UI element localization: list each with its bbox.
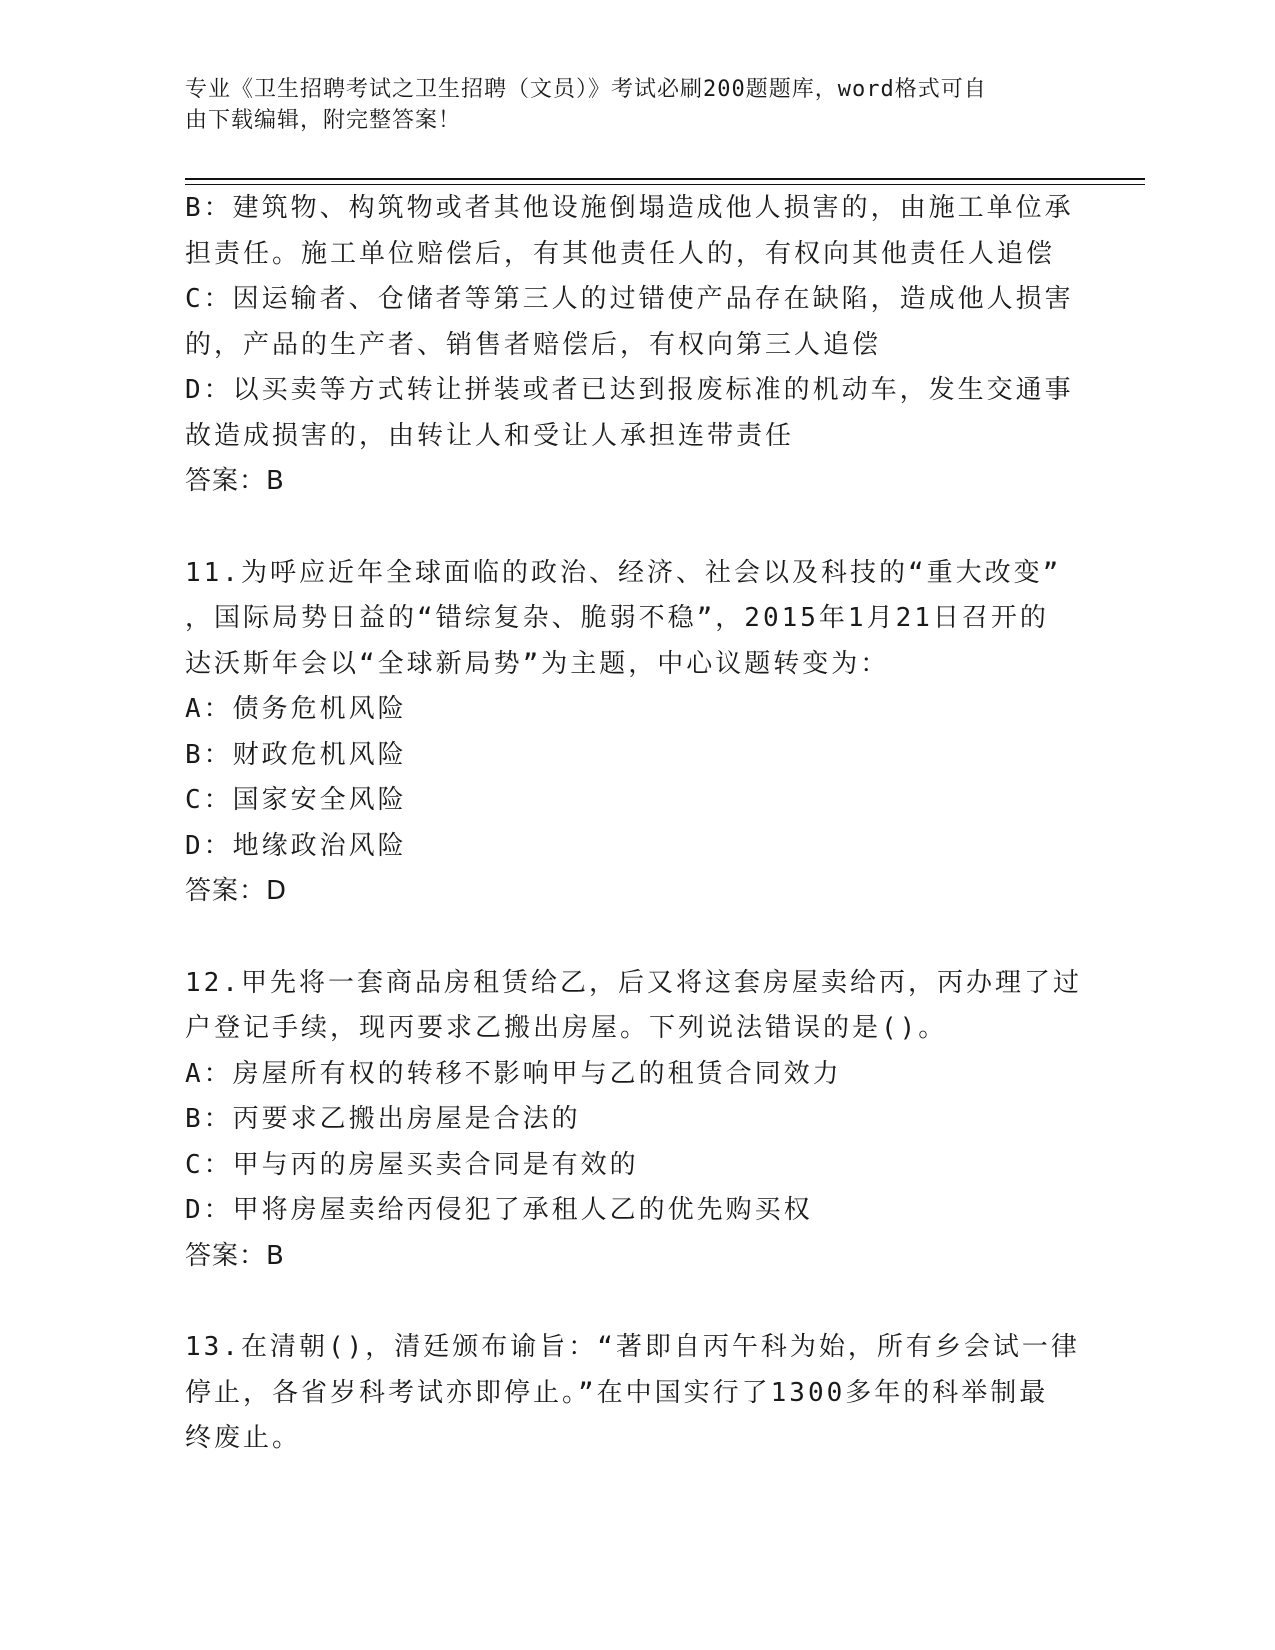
q10-option-c: C：因运输者、仓储者等第三人的过错使产品存在缺陷，造成他人损害 <box>185 284 1074 314</box>
q12-option-b: B：丙要求乙搬出房屋是合法的 <box>185 1104 581 1134</box>
q12-stem: 12.甲先将一套商品房租赁给乙，后又将这套房屋卖给丙，丙办理了过 <box>185 967 1082 998</box>
question-13 <box>185 1325 1090 1462</box>
question-10-continued <box>185 186 1090 505</box>
q11-option-a: A：债务危机风险 <box>185 694 407 724</box>
q11-option-d: D：地缘政治风险 <box>185 830 407 861</box>
q13-stem: 13.在清朝()，清廷颁布谕旨：“著即自丙午科为始，所有乡会试一律 <box>185 1332 1080 1362</box>
document-header <box>185 74 1085 136</box>
q10-option-d: D：以买卖等方式转让拼装或者已达到报废标准的机动车，发生交通事 <box>185 375 1074 405</box>
q12-option-a: A：房屋所有权的转移不影响甲与乙的租赁合同效力 <box>185 1058 842 1089</box>
header-line: 由下载编辑，附完整答案！ <box>185 108 462 133</box>
document-body <box>185 186 1090 1462</box>
q13-stem: 停止，各省岁科考试亦即停止。”在中国实行了1300多年的科举制最 <box>185 1377 1049 1408</box>
header-line: 专业《卫生招聘考试之卫生招聘（文员）》考试必刷200题题库，word格式可自 <box>185 77 987 102</box>
q12-stem: 户登记手续，现丙要求乙搬出房屋。下列说法错误的是()。 <box>185 1013 948 1043</box>
q10-option-c: 的，产品的生产者、销售者赔偿后，有权向第三人追偿 <box>185 329 882 360</box>
header-divider-thick <box>185 178 1145 180</box>
question-11 <box>185 551 1090 915</box>
q10-option-d: 故造成损害的，由转让人和受让人承担连带责任 <box>185 420 795 451</box>
q13-stem: 终废止。 <box>185 1423 302 1453</box>
q11-option-c: C：国家安全风险 <box>185 785 407 815</box>
q10-option-b: B：建筑物、构筑物或者其他设施倒塌造成他人损害的，由施工单位承 <box>185 193 1074 223</box>
header-divider-thin <box>185 184 1145 185</box>
q11-option-b: B：财政危机风险 <box>185 739 407 770</box>
q11-answer: 答案：D <box>185 876 288 906</box>
q11-stem: 达沃斯年会以“全球新局势”为主题，中心议题转变为： <box>185 648 890 679</box>
q11-stem: 11.为呼应近年全球面临的政治、经济、社会以及科技的“重大改变” <box>185 557 1062 588</box>
question-12 <box>185 961 1090 1280</box>
q10-answer: 答案：B <box>185 466 285 496</box>
q10-option-b: 担责任。施工单位赔偿后，有其他责任人的，有权向其他责任人追偿 <box>185 238 1056 269</box>
q12-option-d: D：甲将房屋卖给丙侵犯了承租人乙的优先购买权 <box>185 1195 813 1225</box>
q12-answer: 答案：B <box>185 1240 285 1271</box>
q11-stem: ，国际局势日益的“错综复杂、脆弱不稳”，2015年1月21日召开的 <box>185 603 1049 633</box>
q12-option-c: C：甲与丙的房屋买卖合同是有效的 <box>185 1149 639 1180</box>
